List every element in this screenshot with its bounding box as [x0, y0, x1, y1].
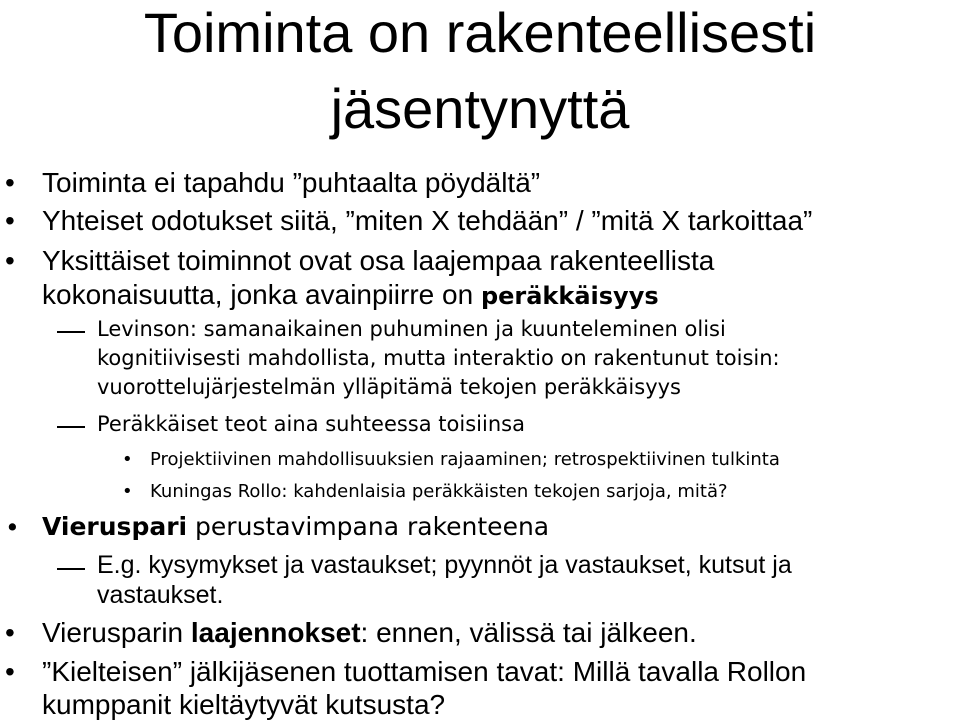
sub-bullet-eg-line-2: vastaukset. [97, 581, 224, 609]
bullet-vieruspari-text: perustavimpana rakenteena [187, 512, 550, 541]
bullet-yksittaiset-line-2-text: kokonaisuutta, jonka avainpiirre on [42, 279, 481, 310]
bullet-vierusparin-laajennokset [42, 616, 697, 650]
bullet-vierusparin-prefix: Vierusparin [42, 617, 191, 648]
bullet-vieruspari [42, 510, 549, 544]
sub-sub-bullet-kuningas-rollo: • Kuningas Rollo: kahdenlaisia peräkkäisten tekojen sarjoja, mitä? [150, 477, 728, 506]
slide-title-line-2: jäsentynyttä [330, 77, 630, 140]
bullet-toiminta: • Toiminta ei tapahdu ”puhtaalta pöydältä” [42, 166, 540, 200]
sub-bullet-levinson-line-2: kognitiivisesti mahdollista, mutta interaktio on rakentunut toisin: [97, 346, 780, 370]
sub-bullet-eg-line-1: E.g. kysymykset ja vastaukset; pyynnöt ja vastaukset, kutsut ja [97, 551, 792, 579]
sub-bullet-perakkaiset-teot: Peräkkäiset teot aina suhteessa toisiinsa [97, 410, 525, 439]
slide-title-line-1: Toiminta on rakenteellisesti [143, 1, 817, 64]
bullet-kielteisen-line-2: kumppanit kieltäytyvät kutsusta? [42, 689, 446, 720]
keyword-vieruspari: Vieruspari [42, 512, 188, 541]
bullet-kielteisen-line-1: • ”Kielteisen” jälkijäsenen tuottamisen tavat: Millä tavalla Rollon [42, 655, 806, 689]
sub-bullet-levinson-line-1: Levinson: samanaikainen puhuminen ja kuunteleminen olisi [97, 315, 726, 344]
bullet-vierusparin-rest: : ennen, välissä tai jälkeen. [360, 617, 697, 648]
sub-bullet-levinson-line-3: vuorottelujärjestelmän ylläpitämä tekojen peräkkäisyys [97, 375, 682, 399]
bullet-yksittaiset-line-2 [42, 278, 659, 313]
bullet-yksittaiset-toiminnot [42, 244, 714, 278]
bullet-yksittaiset-line-1: Yksittäiset toiminnot ovat osa laajempaa rakenteellista [42, 245, 715, 276]
keyword-laajennokset: laajennokset [190, 617, 361, 648]
keyword-perakkaisyys: peräkkäisyys [480, 282, 659, 310]
sub-sub-bullet-projektiivinen: • Projektiivinen mahdollisuuksien rajaaminen; retrospektiivinen tulkinta [150, 445, 780, 474]
bullet-yhteiset-odotukset: • Yhteiset odotukset siitä, ”miten X tehdään” / ”mitä X tarkoittaa” [42, 204, 812, 238]
